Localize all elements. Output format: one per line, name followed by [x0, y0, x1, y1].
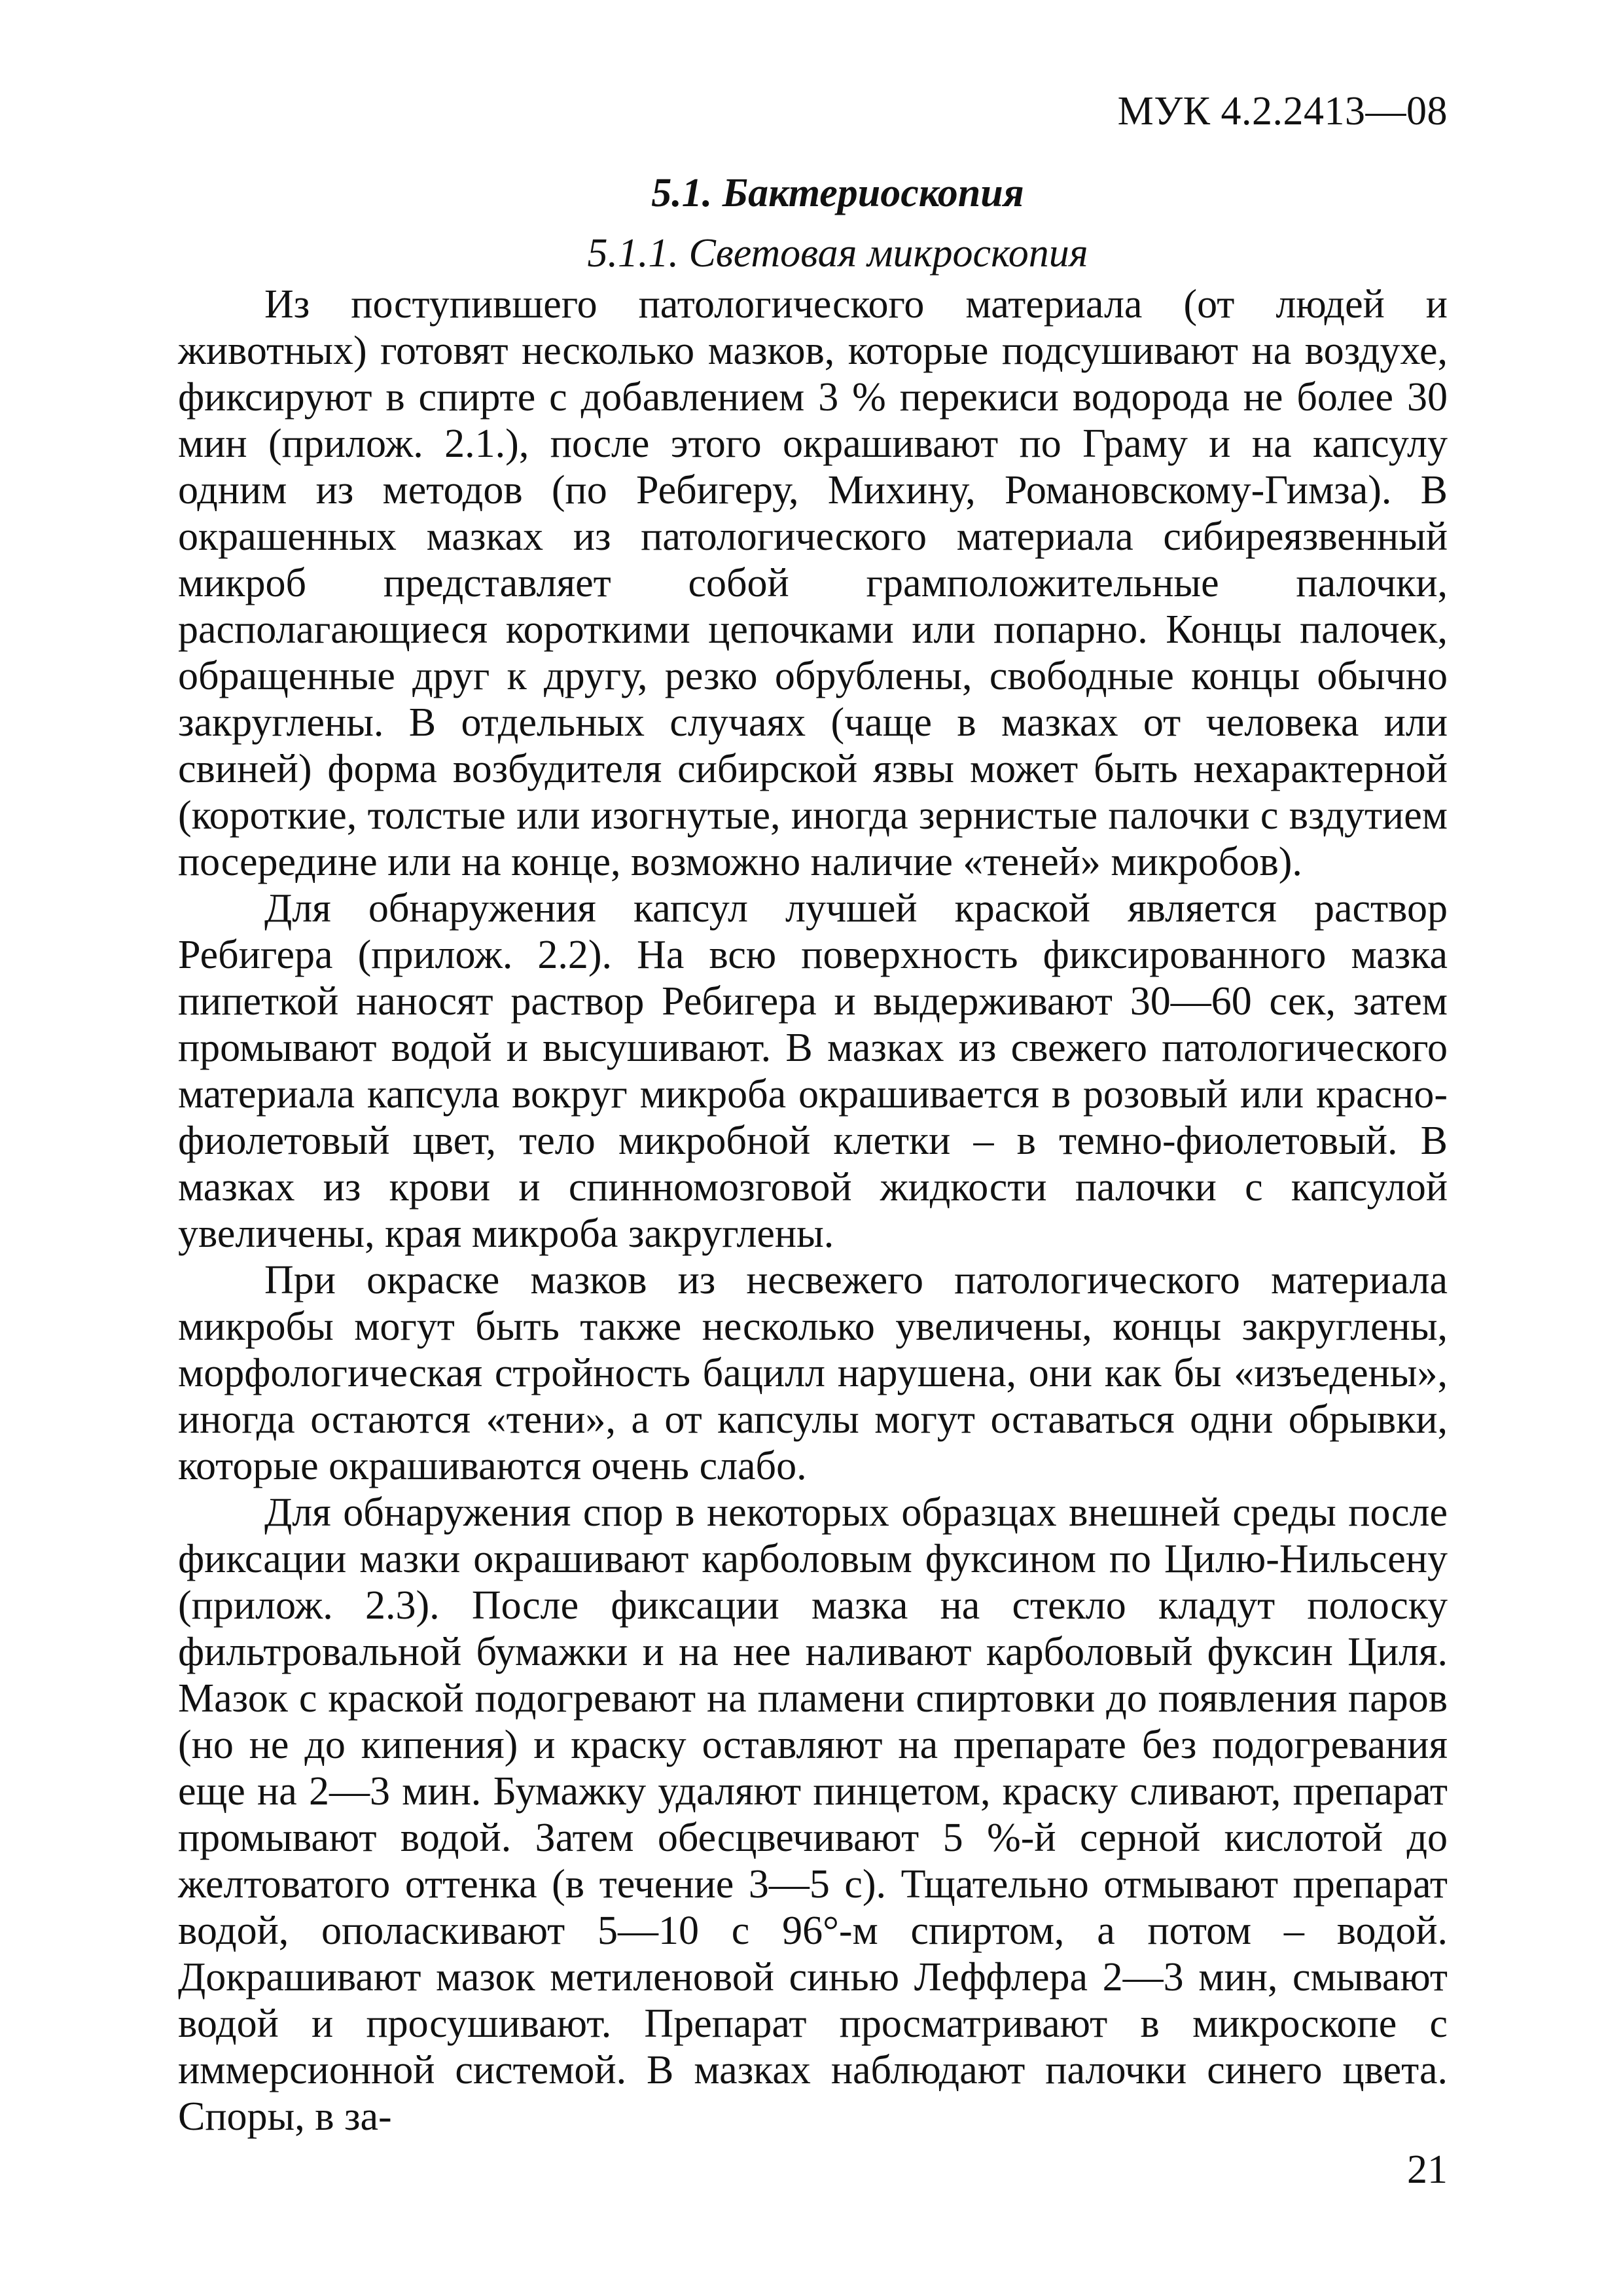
paragraph: Для обнаружения капсул лучшей краской является раствор Ребигера (прилож. 2.2). На всю поверхность фиксированного мазка пипеткой наносят раствор Ребигера и выдерживают 30—60 сек, затем промывают водой и высушивают. В мазках из свежего патологического материала капсула вокруг микроба окрашивается в розовый или красно-фиолетовый цвет, тело микробной клетки – в темно-фиолетовый. В мазках из крови и спинномозговой жидкости палочки с капсулой увеличены, края микроба закруглены.: [178, 886, 1448, 1256]
subsection-title: 5.1.1. Световая микроскопия: [587, 231, 1088, 276]
body-text: [178, 281, 1448, 2140]
paragraph: Из поступившего патологического материала (от людей и животных) готовят несколько мазков, которые подсушивают на воздухе, фиксируют в спирте с добавлением 3 % перекиси водорода не более 30 мин (прилож. 2.1.), после этого окрашивают по Граму и на капсулу одним из методов (по Ребигеру, Михину, Романовскому-Гимза). В окрашенных мазках из патологического материала сибиреязвенный микроб представляет собой грамположительные палочки, располагающиеся короткими цепочками или попарно. Концы палочек, обращенные друг к другу, резко обрублены, свободные концы обычно закруглены. В отдельных случаях (чаще в мазках от человека или свиней) форма возбудителя сибирской язвы может быть нехарактерной (короткие, толстые или изогнутые, иногда зернистые палочки с вздутием посередине или на конце, возможно наличие «теней» микробов).: [178, 282, 1448, 884]
document-code: МУК 4.2.2413—08: [1117, 89, 1448, 134]
paragraph: Для обнаружения спор в некоторых образцах внешней среды после фиксации мазки окрашивают карболовым фуксином по Цилю-Нильсену (прилож. 2.3). После фиксации мазка на стекло кладут полоску фильтровальной бумажки и на нее наливают карболовый фуксин Циля. Мазок с краской подогревают на пламени спиртовки до появления паров (но не до кипения) и краску оставляют на препарате без подогревания еще на 2—3 мин. Бумажку удаляют пинцетом, краску сливают, препарат промывают водой. Затем обесцвечивают 5 %-й серной кислотой до желтоватого оттенка (в течение 3—5 с). Тщательно отмывают препарат водой, ополаскивают 5—10 с 96°-м спиртом, а потом – водой. Докрашивают мазок метиленовой синью Леффлера 2—3 мин, смывают водой и просушивают. Препарат просматривают в микроскопе с иммерсионной системой. В мазках наблюдают палочки синего цвета. Споры, в за-: [178, 1490, 1448, 2139]
section-title: 5.1. Бактериоскопия: [651, 171, 1024, 215]
page-number: 21: [1407, 2147, 1448, 2192]
paragraph: При окраске мазков из несвежего патологического материала микробы могут быть также несколько увеличены, концы закруглены, морфологическая стройность бацилл нарушена, они как бы «изъедены», иногда остаются «тени», а от капсулы могут оставаться одни обрывки, которые окрашиваются очень слабо.: [178, 1258, 1448, 1488]
